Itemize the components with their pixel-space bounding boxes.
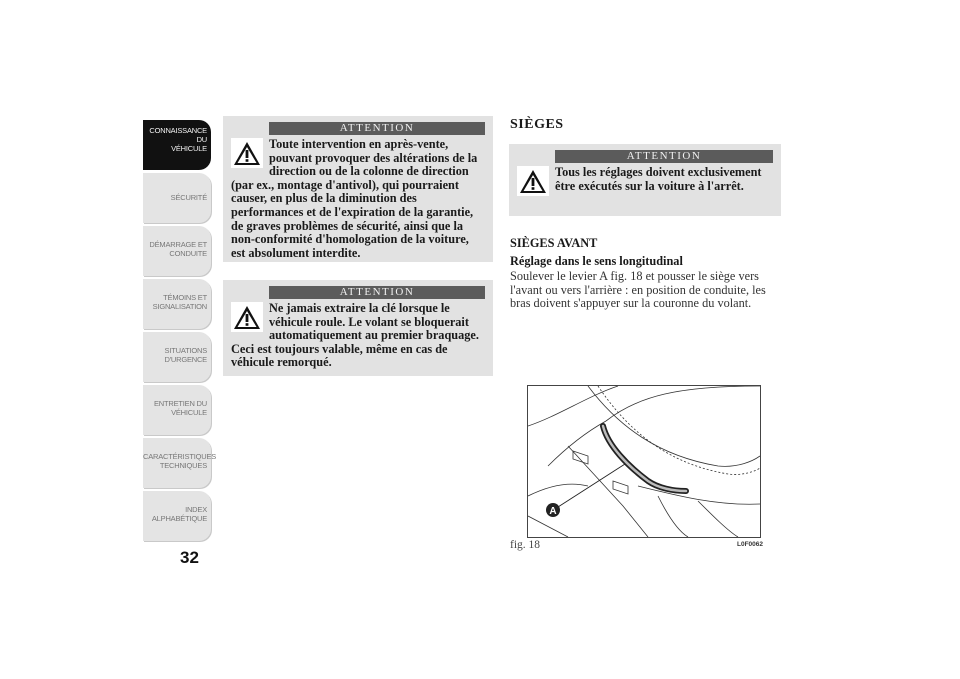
warning-triangle-icon [231,138,263,168]
warning-box-steering [223,116,493,262]
figure-seat-lever [527,385,761,538]
warning-title: ATTENTION [269,286,485,299]
tab-temoins-et-signalisation[interactable]: TÉMOINS ET SIGNALISATION [143,279,211,329]
callout-label: A [549,506,557,517]
tab-index-alphabetique[interactable]: INDEX ALPHABÉTIQUE [143,491,211,541]
warning-text-intro: Toute intervention en après-vente, pouvant provoquer des altérations de [269,137,465,165]
subsection-title: SIÈGES AVANT [510,236,598,250]
warning-title: ATTENTION [555,150,773,163]
warning-text-intro: Ne jamais extraire la clé lorsque le véhicule roule. Le volant se [269,301,450,329]
warning-text-intro: Tous les réglages doivent exclusivement être exécutés sur la [555,165,762,193]
warning-text-body: voiture à l'arrêt. [657,178,744,193]
tab-caracteristiques-techniques[interactable]: CARACTÉRISTIQUES TECHNIQUES [143,438,211,488]
tab-entretien-du-vehicule[interactable]: ENTRETIEN DU VÉHICULE [143,385,211,435]
subheading: Réglage dans le sens longitudinal [510,254,683,268]
warning-box-key [223,280,493,376]
page-number: 32 [180,548,199,567]
tab-connaissance-du-vehicule[interactable]: CONNAISSANCE DU VÉHICULE [143,120,211,170]
section-title: SIÈGES [510,117,564,132]
warning-text-body: la direction ou de la colonne de direction (par ex., montage d'antivol), qui pourraient causer, en plus de la diminution des performances et de l'expiration de la garantie, de graves problèmes de sécurité, ainsi que la non-conformité d'homologation de la voiture, est absolument interdite. [231,150,478,260]
warning-triangle-icon [231,302,263,332]
tab-securite[interactable]: SÉCURITÉ [143,173,211,223]
warning-text-body: bloquerait automatiquement au premier braquage. Ceci est toujours valable, même en cas de véhicule remorqué. [231,314,479,370]
figure-code: L0F0062 [737,541,764,548]
figure-caption: fig. 18 [510,539,541,551]
seat-lever-illustration [528,386,760,537]
warning-box-seats [509,144,781,216]
warning-triangle-icon [517,166,549,196]
tab-demarrage-et-conduite[interactable]: DÉMARRAGE ET CONDUITE [143,226,211,276]
warning-title: ATTENTION [269,122,485,135]
tab-situations-d-urgence[interactable]: SITUATIONS D'URGENCE [143,332,211,382]
body-paragraph: Soulever le levier A fig. 18 et pousser le siège vers l'avant ou vers l'arrière : en position de conduite, les bras doivent s'appuyer sur la couronne du volant. [510,269,766,311]
